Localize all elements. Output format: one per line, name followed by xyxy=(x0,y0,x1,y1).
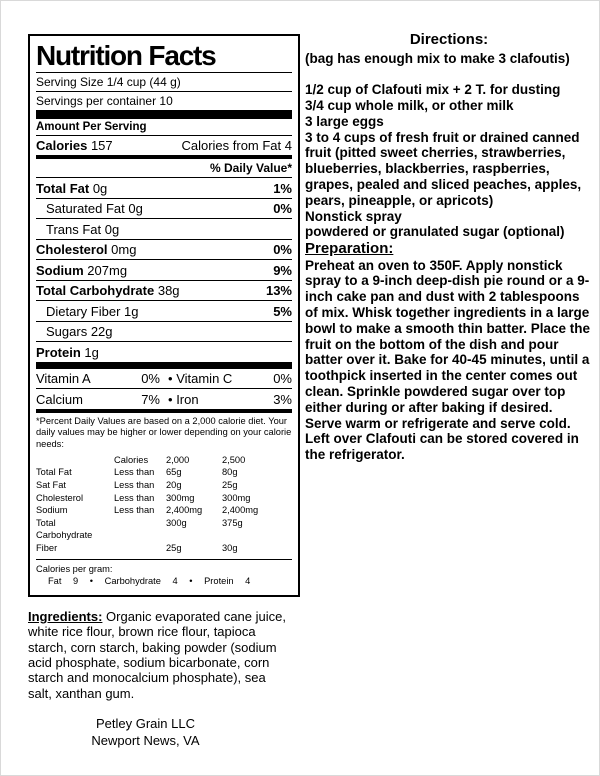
calories-per-gram-values: Fat 9 • Carbohydrate 4 • Protein 4 xyxy=(48,576,251,587)
nutrient-amount: 1g xyxy=(84,344,99,360)
calories-per-gram-label: Calories per gram: xyxy=(36,559,292,575)
calories-number: 157 xyxy=(90,138,113,154)
nutrient-name: Dietary Fiber xyxy=(46,303,121,319)
ingredients-paragraph xyxy=(28,609,288,701)
table-cell xyxy=(114,517,166,542)
nutrient-dv: 13% xyxy=(265,283,292,299)
nutrition-facts-panel xyxy=(28,34,300,597)
table-cell: Less than xyxy=(114,492,155,503)
direction-item: 1/2 cup of Clafouti mix + 2 T. for dusting xyxy=(305,82,561,98)
directions-title: Directions: xyxy=(409,31,489,48)
vitamin-value: 0% xyxy=(273,371,292,387)
nutrient-row-dietary-fiber xyxy=(36,300,292,321)
nutrient-name: Trans Fat xyxy=(46,221,102,237)
bullet: • xyxy=(168,371,173,387)
nutrition-facts-title: Nutrition Facts xyxy=(36,40,216,71)
vitamin-name: Iron xyxy=(176,391,199,407)
company-location: Newport News, VA xyxy=(91,732,200,748)
calories-row xyxy=(36,136,292,155)
table-cell: Total Fat xyxy=(36,467,72,478)
vitamin-value: 0% xyxy=(141,371,160,387)
table-cell: 25g xyxy=(166,542,182,553)
nutrient-name: Protein xyxy=(36,344,81,360)
table-cell: 20g xyxy=(166,479,182,490)
nutrient-amount: 0g xyxy=(104,221,120,237)
nutrient-row-cholesterol xyxy=(36,239,292,260)
preparation-title: Preparation: xyxy=(305,240,394,258)
nutrient-dv: 1% xyxy=(273,180,292,196)
table-cell: Cholesterol xyxy=(36,492,84,503)
direction-item: 3 to 4 cups of fresh fruit or drained canned fruit (pitted sweet cherries, strawberries, blueberries, blackberries, raspberries, grapes, pealed and sliced peaches, apples, pears, pineapple, or apricots) xyxy=(305,129,582,208)
calories-label: Calories xyxy=(36,138,88,154)
storage-instructions: Serve warm or refrigerate and serve cold. Left over Clafouti can be stored covered in the refrigerator. xyxy=(305,415,579,463)
nutrient-row-protein xyxy=(36,341,292,362)
nutrient-amount: 207mg xyxy=(87,262,128,278)
nutrient-name: Cholesterol xyxy=(36,242,108,258)
daily-values-table xyxy=(36,452,292,559)
table-cell: 375g xyxy=(222,517,243,528)
nutrient-name: Total Carbohydrate xyxy=(36,283,155,299)
footnote: *Percent Daily Values are based on a 2,000 calorie diet. Your daily values may be higher or lower depending on your calorie needs: xyxy=(36,415,292,449)
table-cell: Less than xyxy=(114,479,155,490)
nutrient-dv: 9% xyxy=(273,262,292,278)
vitamin-row-a-c xyxy=(36,369,292,389)
directions-note: (bag has enough mix to make 3 clafoutis) xyxy=(305,50,570,66)
nutrient-row-saturated-fat xyxy=(36,198,292,219)
table-header: Calories xyxy=(114,454,149,465)
vitamin-value: 3% xyxy=(273,391,292,407)
calories-value xyxy=(36,138,113,153)
company-name: Petley Grain LLC xyxy=(96,715,195,731)
nutrient-row-sugars xyxy=(36,321,292,342)
table-cell: Total Carbohydrate xyxy=(36,517,93,541)
nutrient-row-trans-fat xyxy=(36,218,292,239)
nutrient-name: Saturated Fat xyxy=(46,201,125,217)
table-cell: Sat Fat xyxy=(36,479,66,490)
nutrient-dv: 0% xyxy=(273,242,292,258)
nutrient-row-total-carbohydrate xyxy=(36,280,292,301)
table-header: 2,500 xyxy=(222,454,246,465)
nutrient-row-total-fat xyxy=(36,177,292,198)
amount-per-serving: Amount Per Serving xyxy=(36,121,147,134)
table-cell: 65g xyxy=(166,467,182,478)
serving-size: Serving Size 1/4 cup (44 g) xyxy=(36,75,181,90)
table-cell: 80g xyxy=(222,467,238,478)
table-cell: 300mg xyxy=(222,492,251,503)
nutrient-dv: 0% xyxy=(273,201,292,217)
table-cell: Less than xyxy=(114,505,155,516)
nutrient-amount: 0g xyxy=(128,201,143,217)
calories-from-fat: Calories from Fat 4 xyxy=(181,138,292,154)
thick-separator xyxy=(36,110,292,119)
nutrient-name: Sodium xyxy=(36,262,84,278)
table-cell: 300mg xyxy=(166,492,195,503)
table-cell: Less than xyxy=(114,467,155,478)
left-column xyxy=(28,34,300,750)
table-cell: Sodium xyxy=(36,505,68,516)
bullet: • xyxy=(168,391,173,407)
ingredients-label: Ingredients: xyxy=(28,608,103,624)
nutrient-dv: 5% xyxy=(273,303,292,319)
vitamin-value: 7% xyxy=(141,391,160,407)
vitamin-name: Vitamin A xyxy=(36,371,91,387)
vitamin-row-calcium-iron xyxy=(36,388,292,409)
nutrient-amount: 0mg xyxy=(111,242,137,258)
company-block xyxy=(28,716,263,750)
table-header: 2,000 xyxy=(166,454,190,465)
thick-separator xyxy=(36,362,292,369)
direction-item: Nonstick spray xyxy=(305,208,402,224)
nutrient-amount: 1g xyxy=(124,303,139,319)
daily-value-header: % Daily Value* xyxy=(209,161,292,176)
table-cell: 30g xyxy=(222,542,238,553)
table-cell xyxy=(114,542,166,555)
nutrient-amount: 22g xyxy=(90,324,113,340)
direction-item: 3 large eggs xyxy=(305,113,384,129)
ingredients-text: Organic evaporated cane juice, white rice flour, brown rice flour, tapioca starch, corn starch, baking powder (sodium acid phosphate, sodium bicarbonate, corn starch and monocalcium phosphate), sea salt, xanthan gum. xyxy=(28,608,286,701)
table-cell: Fiber xyxy=(36,542,58,553)
nutrient-amount: 0g xyxy=(92,180,108,196)
nutrient-row-sodium xyxy=(36,259,292,280)
preparation-steps: Preheat an oven to 350F. Apply nonstick spray to a 9-inch deep-dish pie round or a 9-inch cake pan and dust with 2 tablespoons of mix. Whisk together ingredients in a large bowl to make a smooth thin batter. Place the fruit on the bottom of the dish and pour batter over it. Bake for 40-45 minutes, until a toothpick inserted in the center comes out clean. Sprinkle powdered sugar over top either during or after baking if desired. xyxy=(305,257,591,415)
nutrient-amount: 38g xyxy=(157,283,180,299)
nutrient-name: Sugars xyxy=(46,324,88,340)
directions-column xyxy=(305,31,593,463)
nutrient-name: Total Fat xyxy=(36,180,90,196)
vitamin-name: Calcium xyxy=(36,391,83,407)
servings-per-container: Servings per container 10 xyxy=(36,94,173,109)
table-cell: 300g xyxy=(166,517,187,528)
vitamin-name: Vitamin C xyxy=(176,371,233,387)
table-cell: 2,400mg xyxy=(166,505,203,516)
direction-item: powdered or granulated sugar (optional) xyxy=(305,224,565,240)
spacer xyxy=(305,66,593,82)
table-cell: 25g xyxy=(222,479,238,490)
table-cell: 2,400mg xyxy=(222,505,259,516)
direction-item: 3/4 cup whole milk, or other milk xyxy=(305,98,514,114)
